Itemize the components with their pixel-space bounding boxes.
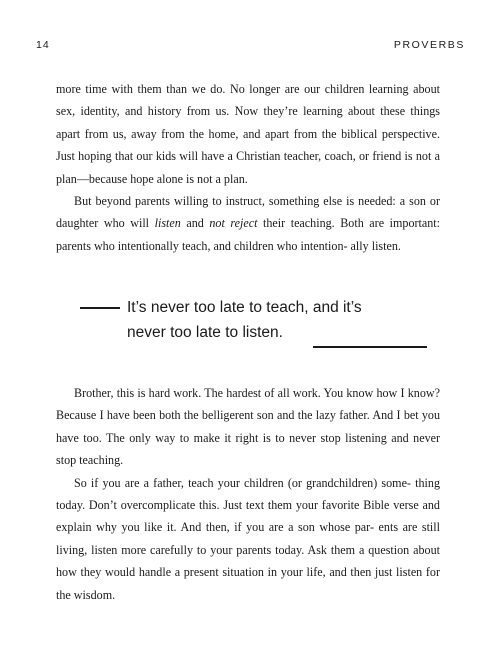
paragraph: [56, 78, 440, 190]
pull-quote-rule-left: [80, 307, 120, 309]
text-line: And I bet you have too. The only way to make it right is to never stop: [56, 408, 441, 445]
text-line: perspective. Just hoping that our kids will have a Christian teacher,: [56, 126, 440, 164]
text-line: verse and explain why you like it. And then, if you are a son whose par-: [56, 498, 440, 535]
text-line: listening and never stop teaching.: [56, 430, 441, 468]
body-text-bottom: [56, 382, 440, 606]
body-text-top: [56, 78, 440, 257]
text-line: important: parents who intentionally teach, and children who intention-: [56, 216, 441, 253]
text-line: thing today. Don’t overcomplicate this. Just text them your favorite Bible: [56, 475, 440, 513]
text-line: more time with them than we do. No longer are our children learning: [56, 82, 409, 96]
paragraph: [56, 190, 440, 257]
pull-quote-line: never too late to listen.: [127, 324, 283, 341]
text-line: ally listen.: [350, 238, 401, 253]
text-run: and: [180, 216, 210, 231]
text-line: and then just listen for the wisdom.: [56, 565, 440, 602]
text-line: coach, or friend is not a plan—because hope alone is not a plan.: [56, 149, 440, 186]
text-line: a question about how they would handle a present situation in your life,: [56, 542, 441, 580]
text-run: son or daughter who will: [56, 194, 440, 231]
emphasis-not-reject: not reject: [209, 216, 258, 231]
running-head: PROVERBS: [393, 39, 465, 51]
pull-quote-rule-right: [313, 346, 427, 348]
text-line: things apart from us, away from the home, and apart from the biblical: [56, 104, 440, 141]
text-line: ents are still living, listen more carefully to your parents today. Ask them: [56, 520, 441, 557]
text-line: But beyond parents willing to instruct, something else is needed: a: [74, 194, 406, 209]
pull-quote: [80, 295, 420, 355]
paragraph: [56, 472, 440, 606]
paragraph: [56, 382, 440, 472]
pull-quote-line: It’s never too late to teach, and it’s: [127, 299, 362, 316]
text-line: about sex, identity, and history from us. Now they’re learning about these: [56, 82, 440, 119]
text-line: know? Because I have been both the belligerent son and the lazy father.: [56, 386, 440, 423]
page-header: [36, 39, 465, 53]
text-line: So if you are a father, teach your children (or grandchildren) some-: [74, 475, 411, 490]
text-run: their teaching. Both are: [257, 216, 385, 231]
text-line: Brother, this is hard work. The hardest of all work. You know how I: [74, 386, 405, 400]
page-number: 14: [36, 39, 50, 51]
emphasis-listen: listen: [154, 216, 181, 231]
